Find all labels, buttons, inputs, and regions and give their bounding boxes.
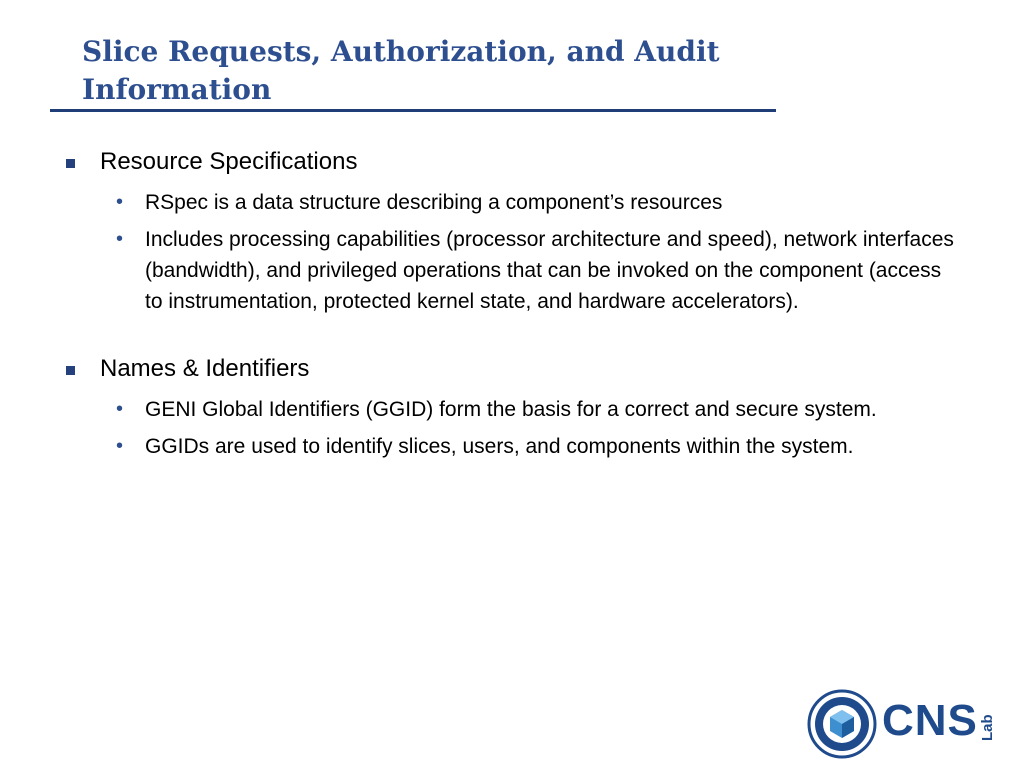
cns-emblem-icon [807, 689, 877, 759]
dot-bullet-icon: • [116, 435, 124, 457]
slide-content [60, 146, 960, 498]
bullet-level2 [60, 394, 955, 425]
bullet-level2 [60, 187, 955, 218]
bullet-level2 [60, 224, 955, 317]
dot-bullet-icon: • [116, 228, 124, 250]
bullet-text: GGIDs are used to identify slices, users, and components within the system. [145, 435, 854, 458]
section-heading: Resource Specifications [100, 148, 358, 175]
sub-bullet-list [60, 394, 960, 462]
title-underline [50, 109, 776, 112]
bullet-level2 [60, 431, 955, 462]
bullet-text: GENI Global Identifiers (GGID) form the basis for a correct and secure system. [145, 398, 877, 421]
section-names-identifiers [60, 353, 960, 462]
section-resource-specifications [60, 146, 960, 317]
bullet-text: RSpec is a data structure describing a component’s resources [145, 191, 723, 214]
sub-bullet-list [60, 187, 960, 317]
dot-bullet-icon: • [116, 191, 124, 213]
section-heading: Names & Identifiers [100, 355, 310, 382]
logo-lab-label: Lab [979, 714, 996, 741]
square-bullet-icon [66, 366, 75, 375]
bullet-level1 [60, 146, 960, 178]
logo-wordmark: CNS [882, 696, 978, 745]
cns-lab-logo [807, 689, 1007, 759]
dot-bullet-icon: • [116, 398, 124, 420]
bullet-text: Includes processing capabilities (processor architecture and speed), network interfaces (bandwidth), and privileged operations that can be invoked on the component (access to instrumentation, protected kernel state, and hardware accelerators). [145, 228, 954, 313]
square-bullet-icon [66, 159, 75, 168]
bullet-level1 [60, 353, 960, 385]
slide-title: Slice Requests, Authorization, and Audit Information [82, 35, 720, 106]
